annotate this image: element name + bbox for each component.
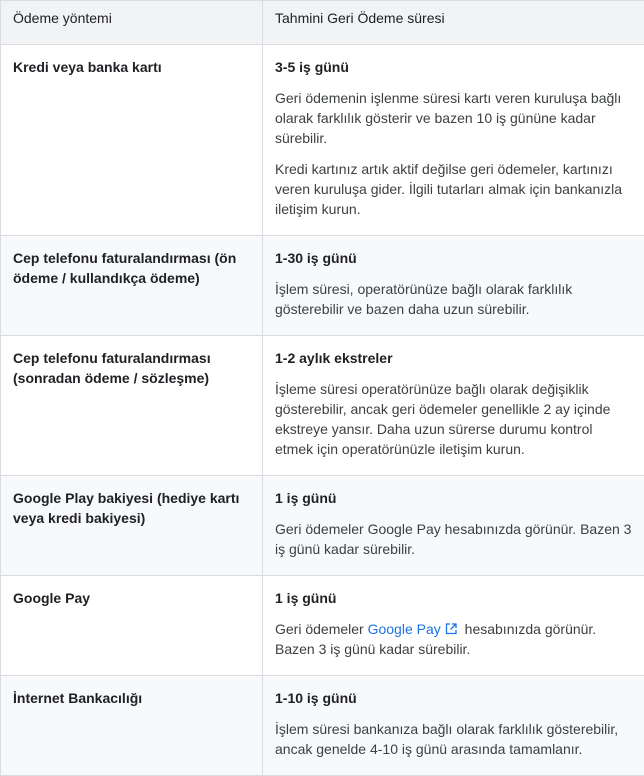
refund-time: 1-30 iş günü [275,248,632,268]
refund-info-cell [263,576,644,676]
payment-method-cell: Cep telefonu faturalandırması (sonradan ödeme / sözleşme) [1,336,263,476]
google-pay-link[interactable] [368,621,461,637]
refund-time: 3-5 iş günü [275,57,632,77]
external-link-icon[interactable] [445,623,457,635]
refund-note: Geri ödemenin işlenme süresi kartı veren kuruluşa bağlı olarak farklılık gösterir ve bazen 10 iş gününe kadar sürebilir. [275,88,632,148]
refund-time: 1-10 iş günü [275,688,632,708]
table-row [1,336,644,476]
refund-time: 1-2 aylık ekstreler [275,348,632,368]
refund-info-cell [263,336,644,476]
refund-note: İşleme süresi operatörünüze bağlı olarak değişiklik gösterebilir, ancak geri ödemeler genellikle 2 ay içinde ekstreye yansır. Daha uzun sürerse durumu kontrol etmek için operatörünüzle iletişim kurun. [275,379,632,459]
payment-method-cell: İnternet Bankacılığı [1,676,263,776]
header-refund-time: Tahmini Geri Ödeme süresi [263,1,644,45]
refund-info-cell [263,236,644,336]
refund-note: Kredi kartınız artık aktif değilse geri ödemeler, kartınızı veren kuruluşa gider. İlgili tutarları almak için bankanızla iletişim kurun. [275,159,632,219]
refund-info-cell [263,476,644,576]
refund-info-cell [263,676,644,776]
refund-note: İşlem süresi bankanıza bağlı olarak farklılık gösterebilir, ancak genelde 4-10 iş günü arasında tamamlanır. [275,719,632,759]
google-pay-link-text[interactable]: Google Pay [368,621,441,637]
table-header-row [1,1,644,45]
table-row [1,676,644,776]
payment-method-cell: Google Play bakiyesi (hediye kartı veya kredi bakiyesi) [1,476,263,576]
refund-time: 1 iş günü [275,588,632,608]
refund-time: 1 iş günü [275,488,632,508]
payment-method-cell: Kredi veya banka kartı [1,45,263,236]
refund-info-cell [263,45,644,236]
refund-note [275,619,632,659]
refund-note: İşlem süresi, operatörünüze bağlı olarak farklılık gösterebilir ve bazen daha uzun sürebilir. [275,279,632,319]
header-payment-method: Ödeme yöntemi [1,1,263,45]
table-row [1,45,644,236]
table-row [1,236,644,336]
payment-method-cell: Google Pay [1,576,263,676]
payment-method-cell: Cep telefonu faturalandırması (ön ödeme / kullandıkça ödeme) [1,236,263,336]
refund-note-after-link: hesabınızda görünür. Bazen 3 iş günü kadar sürebilir. [275,621,596,657]
refund-note-before-link: Geri ödemeler [275,621,364,637]
refund-note: Geri ödemeler Google Pay hesabınızda görünür. Bazen 3 iş günü kadar sürebilir. [275,519,632,559]
table-row [1,576,644,676]
table-row [1,476,644,576]
